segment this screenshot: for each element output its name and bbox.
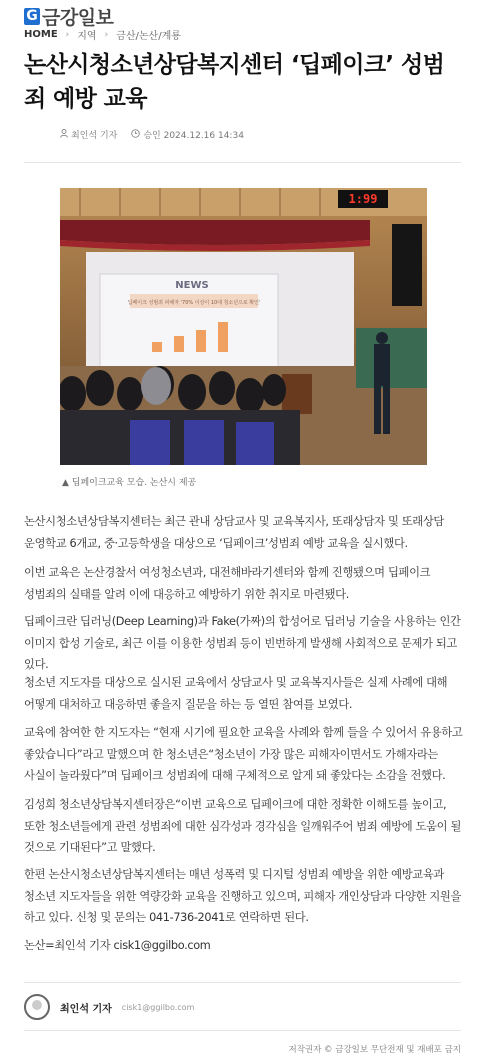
article-paragraph: 딥페이크란 딥러닝(Deep Learning)과 Fake(가짜)의 합성어로 딥러닝 기술을 사용하는 인간 이미지 합성 기술로, 최근 이를 이용한 성범죄 등이 빈번하게 발생해 사회적으로 문제가 되고 있다.	[24, 615, 461, 671]
breadcrumb-separator: ›	[65, 29, 70, 40]
logo-mark: G	[24, 8, 40, 25]
article-paragraph: 한편 논산시청소년상담복지센터는 매년 성폭력 및 디지털 성범죄 예방을 위한 예방교육과 청소년 지도자들을 위한 역량강화 교육을 진행하고 있으며, 피해자 개인상담과 다양한 지원을 하고 있다. 신청 및 문의는 041-736-2041로 연락하면 된다.	[24, 868, 462, 924]
article-paragraph: 교육에 참여한 한 지도자는 “현재 시기에 필요한 교육을 사례와 함께 들을 수 있어서 유용하고 좋았습니다”라고 말했으며 한 청소년은“청소년이 가장 많은 피해자이면서도 가해자라는 사실이 놀라웠다”며 딥페이크 성범죄에 대해 구체적으로 알게 돼 좋았다는 소감을 전했다.	[24, 726, 463, 782]
article-paragraph: 논산시청소년상담복지센터는 최근 관내 상담교사 및 교육복지사, 또래상담자 및 또래상담 운영학교 6개교, 중·고등학생을 대상으로 ‘딥페이크’성범죄 예방 교육을 실시했다.	[24, 515, 444, 550]
article-reporter[interactable]: 최인석 기자	[71, 131, 118, 141]
footer-divider	[24, 1030, 461, 1031]
breadcrumb-separator: ›	[104, 29, 109, 40]
photo-clock: 1:99	[348, 192, 378, 206]
image-caption: ▲ 딥페이크교육 모습. 논산시 제공	[62, 478, 197, 488]
clock-icon	[131, 129, 140, 141]
breadcrumb	[24, 27, 181, 42]
article-approved-date: 승인 2024.12.16 14:34	[143, 131, 244, 141]
photo-screen-brand: NEWS	[175, 280, 209, 291]
author-name[interactable]: 최인석 기자	[60, 1003, 112, 1015]
user-icon	[60, 129, 68, 141]
author-email[interactable]: cisk1@ggilbo.com	[121, 1002, 195, 1012]
author-divider	[24, 982, 461, 983]
breadcrumb-region[interactable]: 지역	[77, 31, 97, 42]
copyright-notice: 저작권자 © 금강일보 무단전재 및 재배포 금지	[288, 1045, 461, 1055]
breadcrumb-home[interactable]: HOME	[24, 29, 58, 40]
article-paragraph: 이번 교육은 논산경찰서 여성청소년과, 대전해바라기센터와 함께 진행됐으며 딥페이크 성범죄의 실태를 알려 이에 대응하고 예방하기 위한 취지로 마련됐다.	[24, 566, 431, 601]
site-logo[interactable]	[24, 3, 113, 30]
article-paragraph: 청소년 지도자를 대상으로 실시된 교육에서 상담교사 및 교육복지사들은 실제 사례에 대해 어떻게 대처하고 대응하면 좋을지 질문을 하는 등 열띤 참여를 보였다.	[24, 676, 448, 711]
photo-illustration	[60, 188, 427, 465]
article-byline: 논산=최인석 기자 cisk1@ggilbo.com	[24, 939, 211, 952]
photo-screen-headline: 딥페이크 성범죄 피해자 '70% 이상이 10대 청소년으로 확인'	[127, 300, 261, 306]
logo-text: 금강일보	[42, 7, 114, 29]
author-box	[24, 992, 461, 1022]
article-title: 논산시청소년상담복지센터 ‘딥페이크’ 성범죄 예방 교육	[24, 52, 445, 112]
breadcrumb-subregion[interactable]: 금산/논산/계룡	[116, 31, 181, 42]
article-meta	[60, 128, 244, 141]
avatar[interactable]	[24, 994, 50, 1020]
article-paragraph: 김성희 청소년상담복지센터장은“이번 교육으로 딥페이크에 대한 정확한 이해도를 높이고, 또한 청소년들에게 관련 성범죄에 대한 심각성과 경각심을 일깨워주어 범죄 예방에 도움이 될 것으로 기대된다”고 말했다.	[24, 798, 462, 854]
article-photo[interactable]	[60, 188, 427, 465]
header-divider	[24, 162, 461, 163]
